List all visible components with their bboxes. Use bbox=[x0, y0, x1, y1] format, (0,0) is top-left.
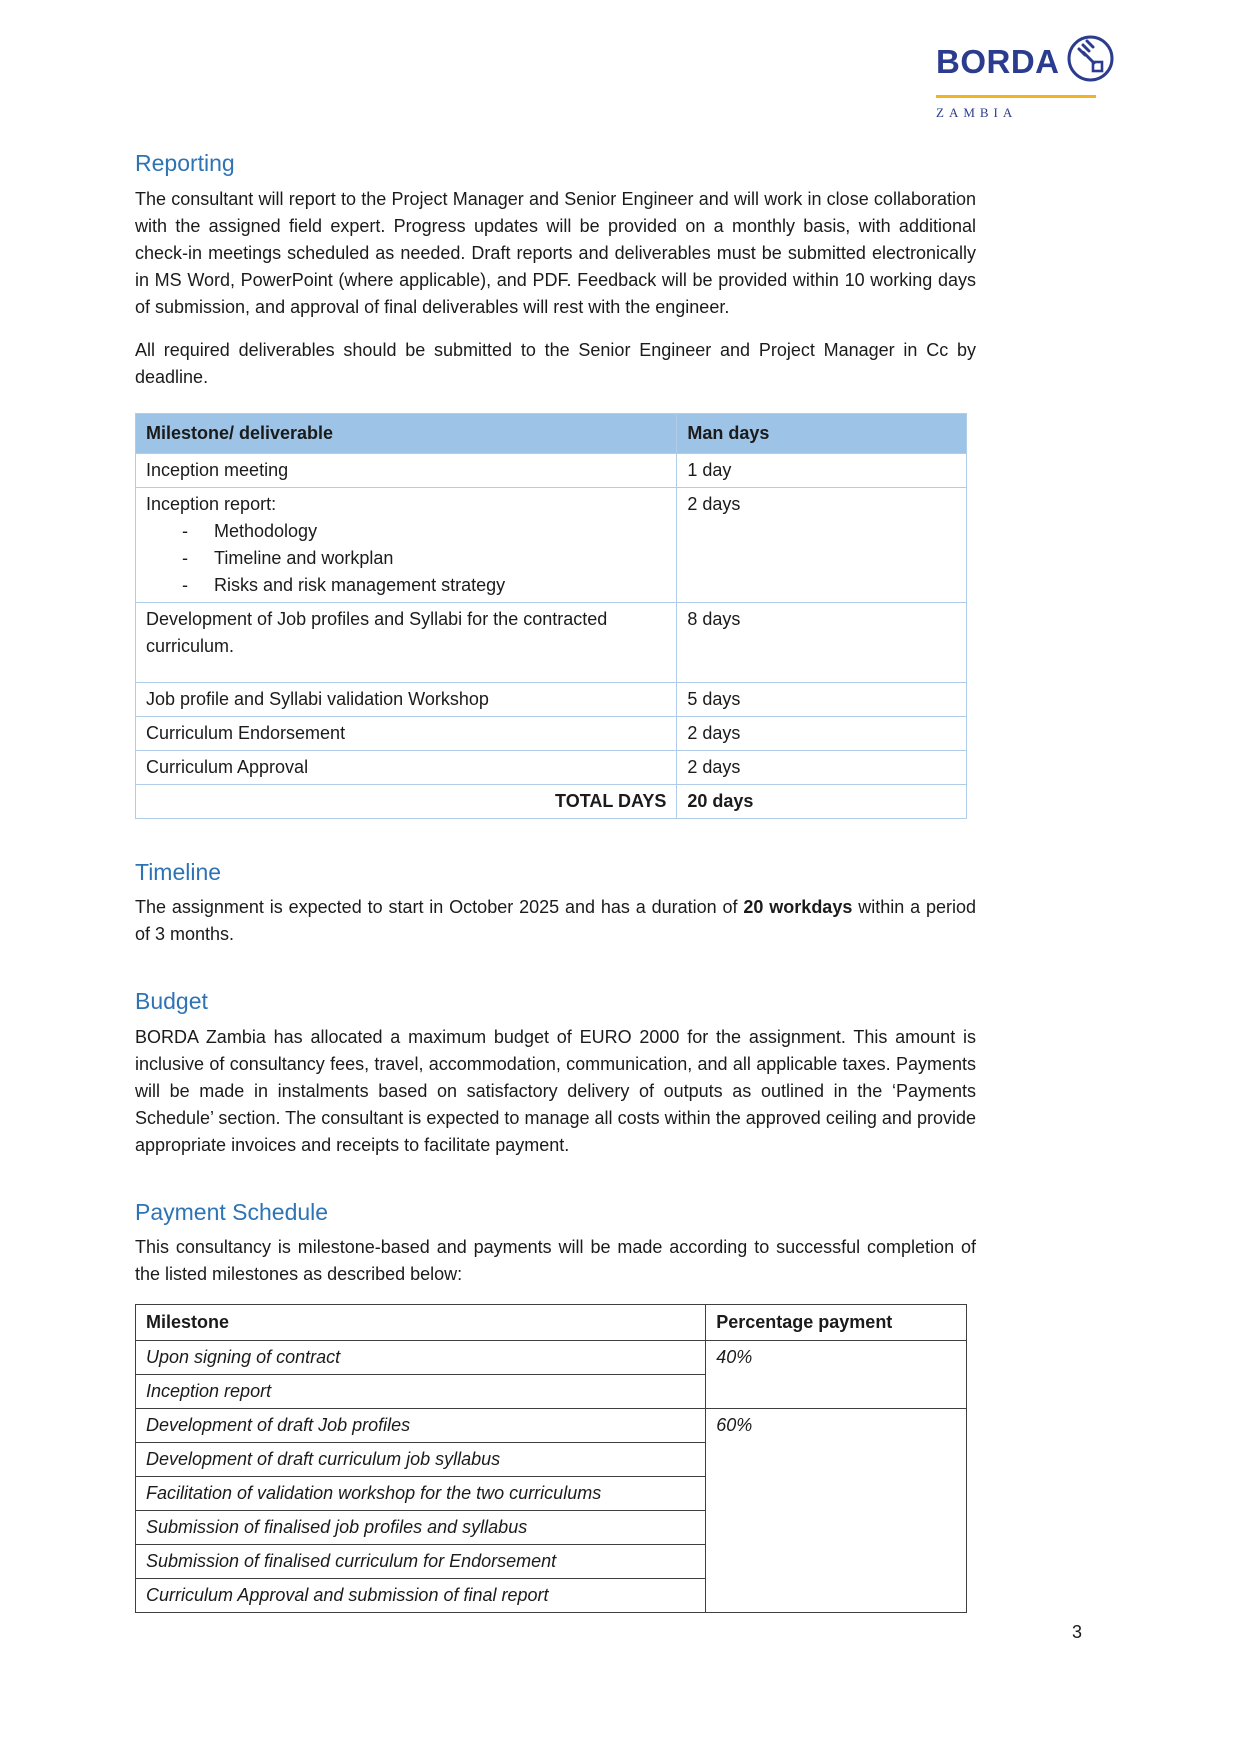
header-percentage-payment: Percentage payment bbox=[706, 1305, 967, 1341]
man-days-cell: 8 days bbox=[677, 602, 967, 682]
milestones-table-row bbox=[136, 750, 967, 784]
milestones-table-row bbox=[136, 716, 967, 750]
reporting-paragraph-2: All required deliverables should be submitted to the Senior Engineer and Project Manager in Cc by deadline. bbox=[135, 339, 976, 387]
payment-milestone-cell: Development of draft Job profiles bbox=[136, 1409, 706, 1443]
milestones-total-row bbox=[136, 784, 967, 818]
percentage-payment-cell: 40% bbox=[706, 1341, 967, 1409]
sub-item-dash: - bbox=[182, 574, 188, 595]
payment-table-row bbox=[136, 1409, 967, 1443]
man-days-cell: 5 days bbox=[677, 682, 967, 716]
man-days-cell: 2 days bbox=[677, 716, 967, 750]
timeline-paragraph: The assignment is expected to start in October 2025 and has a duration of 20 workdays within a period of 3 months. bbox=[135, 897, 977, 945]
total-days-label: TOTAL DAYS bbox=[136, 784, 677, 818]
total-days-value: 20 days bbox=[677, 784, 967, 818]
payment-milestone-cell: Curriculum Approval and submission of final report bbox=[136, 1579, 706, 1613]
milestone-text: Curriculum Approval bbox=[146, 756, 309, 777]
heading-reporting: Reporting bbox=[135, 150, 235, 176]
milestones-table-row bbox=[136, 602, 967, 682]
payment-table-header-row bbox=[136, 1305, 967, 1341]
man-days-cell: 2 days bbox=[677, 487, 967, 602]
header-milestone: Milestone bbox=[136, 1305, 706, 1341]
milestone-text: Job profile and Syllabi validation Workshop bbox=[146, 688, 489, 709]
header-milestone-deliverable: Milestone/ deliverable bbox=[136, 413, 677, 453]
borda-hand-circle-icon bbox=[1066, 34, 1115, 88]
payment-milestone-cell: Facilitation of validation workshop for the two curriculums bbox=[136, 1477, 706, 1511]
page-number: 3 bbox=[1072, 1622, 1083, 1642]
brand-underline bbox=[936, 95, 1096, 98]
reporting-paragraph-1: The consultant will report to the Project Manager and Senior Engineer and will work in close collaboration with the assigned field expert. Progress updates will be provided on a monthly basis, with additional check-in meetings scheduled as needed. Draft reports and deliverables must be submitted electronically in MS Word, PowerPoint (where applicable), and PDF. Feedback will be provided within 10 working days of submission, and approval of final deliverables will rest with the engineer. bbox=[135, 188, 976, 317]
percentage-payment-cell: 60% bbox=[706, 1409, 967, 1613]
payment-table-row bbox=[136, 1341, 967, 1375]
milestone-cell bbox=[136, 453, 677, 487]
sub-item-text: Risks and risk management strategy bbox=[214, 574, 506, 595]
milestones-table-header-row bbox=[136, 413, 967, 453]
borda-logo bbox=[936, 34, 1102, 121]
budget-paragraph: BORDA Zambia has allocated a maximum budget of EURO 2000 for the assignment. This amount is inclusive of consultancy fees, travel, accommodation, communication, and all applicable taxes. Payments will be made in instalments based on satisfactory delivery of outputs as outlined in the ‘Payments Schedule’ section. The consultant is expected to manage all costs within the approved ceiling and provide appropriate invoices and receipts to facilitate payment. bbox=[135, 1026, 976, 1155]
milestone-sub-item bbox=[182, 518, 666, 545]
heading-timeline: Timeline bbox=[135, 858, 222, 885]
milestone-text: Development of Job profiles and Syllabi for the contracted curriculum. bbox=[146, 608, 608, 656]
milestone-sub-item bbox=[182, 545, 666, 572]
milestone-cell bbox=[136, 602, 677, 682]
region-text: ZAMBIA bbox=[936, 105, 1018, 120]
payment-milestone-cell: Inception report bbox=[136, 1375, 706, 1409]
man-days-cell: 2 days bbox=[677, 750, 967, 784]
page-content bbox=[135, 150, 976, 1613]
milestone-cell bbox=[136, 487, 677, 602]
man-days-cell: 1 day bbox=[677, 453, 967, 487]
payment-milestone-cell: Submission of finalised job profiles and syllabus bbox=[136, 1511, 706, 1545]
milestone-text: Curriculum Endorsement bbox=[146, 722, 346, 743]
milestone-sub-item bbox=[182, 572, 666, 599]
milestones-table-row bbox=[136, 682, 967, 716]
sub-item-text: Methodology bbox=[214, 520, 318, 541]
milestone-text: Inception report: bbox=[146, 493, 277, 514]
sub-item-text: Timeline and workplan bbox=[214, 547, 394, 568]
timeline-duration-bold: 20 workdays bbox=[743, 897, 853, 918]
heading-payment-schedule: Payment Schedule bbox=[135, 1198, 329, 1225]
milestone-cell bbox=[136, 716, 677, 750]
payment-milestone-cell: Development of draft curriculum job syllabus bbox=[136, 1443, 706, 1477]
payment-schedule-paragraph: This consultancy is milestone-based and payments will be made according to successful completion of the listed milestones as described below: bbox=[135, 1237, 976, 1285]
payment-milestone-cell: Upon signing of contract bbox=[136, 1341, 706, 1375]
milestones-table-row bbox=[136, 453, 967, 487]
milestone-cell bbox=[136, 682, 677, 716]
milestones-table bbox=[135, 413, 967, 819]
sub-item-dash: - bbox=[182, 520, 188, 541]
milestone-cell bbox=[136, 750, 677, 784]
sub-item-dash: - bbox=[182, 547, 188, 568]
brand-text: BORDA bbox=[936, 42, 1060, 80]
milestone-text: Inception meeting bbox=[146, 459, 289, 480]
header-man-days: Man days bbox=[677, 413, 967, 453]
payment-table bbox=[135, 1304, 967, 1613]
payment-milestone-cell: Submission of finalised curriculum for Endorsement bbox=[136, 1545, 706, 1579]
heading-budget: Budget bbox=[135, 988, 208, 1015]
milestones-table-row bbox=[136, 487, 967, 602]
